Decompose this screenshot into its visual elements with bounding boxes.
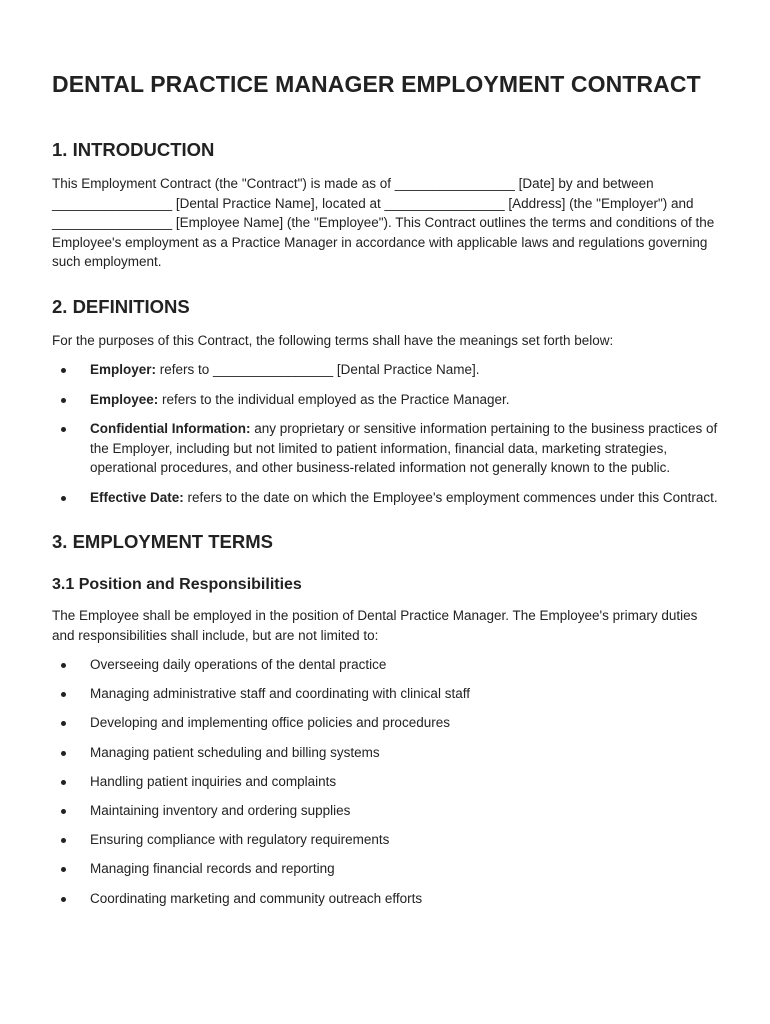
subsection-heading-position: 3.1 Position and Responsibilities [52,576,302,593]
bullet-icon [61,751,66,756]
duty-text: Coordinating marketing and community outreach efforts [90,890,423,906]
duty-text: Ensuring compliance with regulatory requirements [90,832,390,848]
duty-text: Managing patient scheduling and billing systems [90,744,380,760]
definition-item [52,488,722,508]
definition-text: refers to the date on which the Employee's employment commences under this Contract. [183,489,718,505]
bullet-icon [61,368,66,373]
definition-item [52,360,722,380]
bullet-icon [61,496,66,501]
definition-text: any proprietary or sensitive information pertaining to the business practices of the Employer, including but not limited to patient information, financial data, marketing strategies, operational procedures, and other business-related information not generally known to the public. [90,421,718,475]
section-heading-introduction: 1. INTRODUCTION [52,139,215,160]
duty-item [52,889,722,909]
definition-term: Employer: [90,362,157,377]
duty-text: Managing financial records and reporting [90,861,335,877]
duty-text: Overseeing daily operations of the dental practice [90,657,387,672]
duty-item [52,859,722,879]
duty-item [52,743,722,763]
bullet-icon [61,427,66,432]
definition-item [52,419,722,478]
definition-term: Confidential Information: [90,421,251,436]
definition-term: Employee: [90,391,159,407]
document-page [52,68,722,908]
duty-item [52,801,722,821]
definitions-list [52,360,722,507]
duty-text: Handling patient inquiries and complaints [90,773,337,789]
duty-item [52,772,722,792]
duty-item [52,830,722,850]
document-title: DENTAL PRACTICE MANAGER EMPLOYMENT CONTRACT [52,71,701,97]
definition-text: refers to the individual employed as the Practice Manager. [158,391,510,407]
bullet-icon [61,809,66,814]
duty-text: Developing and implementing office policies and procedures [90,715,450,731]
duty-item [52,655,722,675]
duty-text: Maintaining inventory and ordering supplies [90,802,351,818]
section-heading-definitions: 2. DEFINITIONS [52,295,190,317]
definition-item [52,390,722,410]
bullet-icon [61,780,66,785]
definitions-intro: For the purposes of this Contract, the following terms shall have the meanings set forth below: [52,332,614,348]
bullet-icon [61,721,66,726]
duty-text: Managing administrative staff and coordinating with clinical staff [90,686,470,702]
bullet-icon [61,398,66,403]
position-intro: The Employee shall be employed in the position of Dental Practice Manager. The Employee's primary duties and responsibilities shall include, but are not limited to: [52,608,698,643]
duty-item [52,684,722,704]
definition-text: refers to ________________ [Dental Practice Name]. [156,362,480,377]
bullet-icon [61,897,66,902]
definition-term: Effective Date: [90,489,184,505]
duties-list [52,655,722,908]
bullet-icon [61,867,66,872]
duty-item [52,713,722,733]
bullet-icon [61,692,66,697]
section-heading-employment-terms: 3. EMPLOYMENT TERMS [52,531,273,552]
introduction-paragraph: This Employment Contract (the "Contract") is made as of ________________ [Date] by and between ________________ [Dental Practice Name], located at ________________ [Address] (the "Employer") and ________________ [Employee Name] (the "Employee"). This Contract outlines the terms and conditions of the Employee's employment as a Practice Manager in accordance with applicable laws and regulations governing such employment. [52,176,715,269]
bullet-icon [61,838,66,843]
bullet-icon [61,663,66,668]
